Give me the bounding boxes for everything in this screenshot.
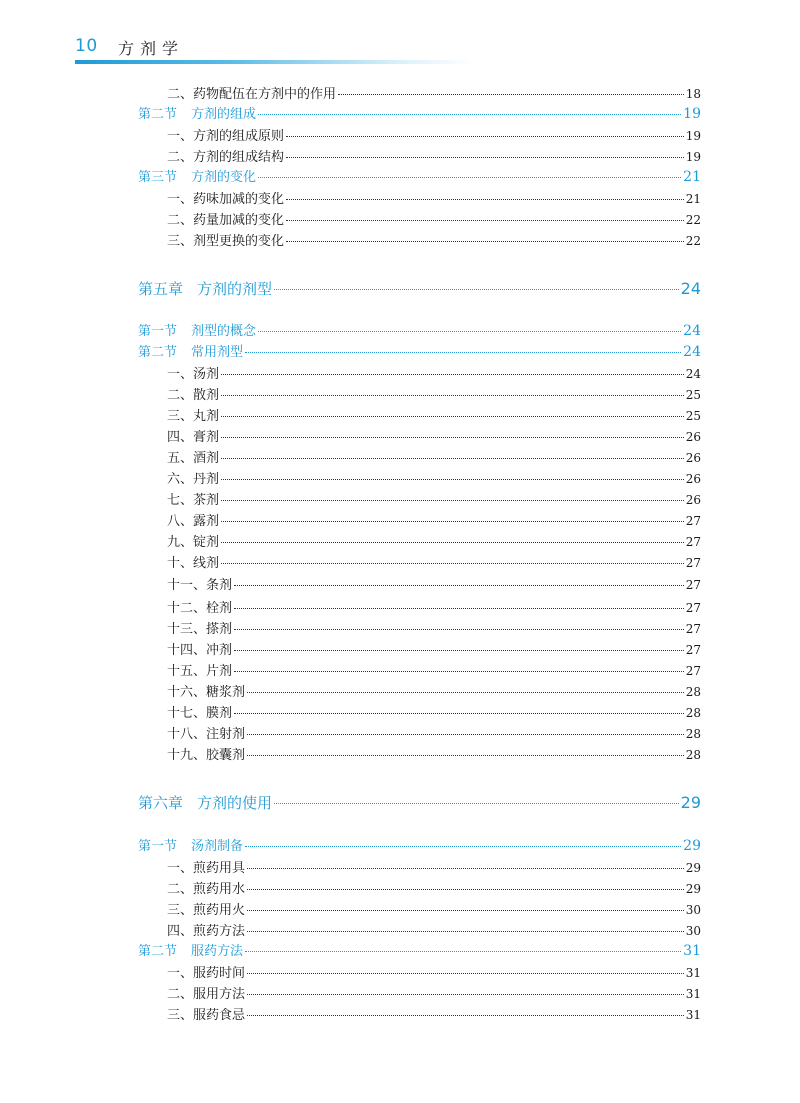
page-header [75,36,475,66]
dot-leader [234,584,684,586]
dot-leader [221,373,684,375]
toc-item-label: 三、煎药用火 [167,903,246,918]
dot-leader [221,436,684,438]
dot-leader [274,802,679,804]
dot-leader [234,670,684,672]
toc-section[interactable] [0,320,800,339]
toc-item-label: 六、丹剂 [167,472,220,487]
section-title: 常用剂型 [191,345,244,360]
toc-item-label: 四、膏剂 [167,430,220,445]
toc-item[interactable] [0,857,800,876]
dot-leader [338,93,684,95]
page-ref: 29 [683,838,701,854]
dot-leader [221,457,684,459]
toc-item-label: 十六、糖浆剂 [167,685,246,700]
toc-item[interactable] [0,510,800,529]
toc-item[interactable] [0,188,800,207]
header-rule [75,60,475,64]
page-ref: 24 [680,279,701,298]
section-title: 服药方法 [191,944,244,959]
toc-item[interactable] [0,639,800,658]
toc-item-label: 一、服药时间 [167,966,246,981]
page-ref: 21 [685,192,701,206]
page-ref: 25 [685,388,701,402]
toc-section[interactable] [0,341,800,360]
chapter-heading [138,792,272,813]
toc-item[interactable] [0,983,800,1002]
toc-item-label: 三、剂型更换的变化 [167,234,285,249]
toc-item[interactable] [0,744,800,763]
section-title: 方剂的组成 [191,107,257,122]
toc-chapter[interactable] [0,278,800,299]
page-ref: 18 [685,87,701,101]
toc-section[interactable] [0,940,800,959]
toc-item[interactable] [0,125,800,144]
toc-item-label: 十七、膜剂 [167,706,233,721]
dot-leader [221,415,684,417]
page-ref: 24 [683,344,701,360]
toc-item-label: 二、服用方法 [167,987,246,1002]
toc-item[interactable] [0,447,800,466]
dot-leader [221,499,684,501]
page-ref: 29 [685,882,701,896]
page-ref: 27 [685,664,701,678]
toc-item[interactable] [0,83,800,102]
page-ref: 24 [685,367,701,381]
page-ref: 19 [683,106,701,122]
toc-item[interactable] [0,209,800,228]
toc-item[interactable] [0,531,800,550]
dot-leader [245,351,681,353]
toc-item-label: 二、方剂的组成结构 [167,150,285,165]
toc-item[interactable] [0,552,800,571]
section-number: 第二节 [138,944,178,959]
dot-leader [221,520,684,522]
toc-item[interactable] [0,702,800,721]
dot-leader [234,712,684,714]
page-ref: 27 [685,535,701,549]
toc-item-label: 九、锭剂 [167,535,220,550]
section-number: 第二节 [138,345,178,360]
toc-item[interactable] [0,146,800,165]
toc-section[interactable] [0,835,800,854]
page-ref: 30 [685,924,701,938]
page-ref: 27 [685,643,701,657]
toc-item-label: 八、露剂 [167,514,220,529]
dot-leader [221,562,684,564]
page-ref: 25 [685,409,701,423]
toc-item-label: 二、药物配伍在方剂中的作用 [167,87,337,102]
toc-item-label: 一、药味加减的变化 [167,192,285,207]
toc-item-label: 一、煎药用具 [167,861,246,876]
toc-item[interactable] [0,489,800,508]
page-ref: 27 [685,514,701,528]
chapter-number: 第六章 [138,794,184,812]
dot-leader [221,541,684,543]
dot-leader [245,845,681,847]
toc-item-label: 三、服药食忌 [167,1008,246,1023]
section-number: 第二节 [138,107,178,122]
toc-item[interactable] [0,363,800,382]
page-ref: 19 [685,150,701,164]
dot-leader [258,113,681,115]
page-ref: 30 [685,903,701,917]
dot-leader [247,972,684,974]
toc-item[interactable] [0,1004,800,1023]
page-ref: 26 [685,493,701,507]
toc-item-label: 十三、搽剂 [167,622,233,637]
dot-leader [274,288,679,290]
toc-item[interactable] [0,920,800,939]
toc-item-label: 二、煎药用水 [167,882,246,897]
chapter-heading [138,278,272,299]
page-ref: 22 [685,234,701,248]
dot-leader [234,628,684,630]
page-ref: 26 [685,451,701,465]
toc-item-label: 一、汤剂 [167,367,220,382]
dot-leader [247,909,684,911]
page-ref: 27 [685,622,701,636]
toc-item[interactable] [0,618,800,637]
toc-item-label: 三、丸剂 [167,409,220,424]
chapter-title: 方剂的使用 [197,794,273,812]
dot-leader [247,691,684,693]
dot-leader [247,733,684,735]
toc-item-label: 十四、冲剂 [167,643,233,658]
page-ref: 31 [685,966,701,980]
page-ref: 28 [685,727,701,741]
dot-leader [258,330,681,332]
toc-item[interactable] [0,426,800,445]
dot-leader [221,394,684,396]
toc-item[interactable] [0,878,800,897]
toc-item-label: 十八、注射剂 [167,727,246,742]
dot-leader [286,240,684,242]
toc-item[interactable] [0,597,800,616]
dot-leader [286,135,684,137]
page-number: 10 [75,36,98,56]
page-ref: 27 [685,578,701,592]
page-ref: 24 [683,323,701,339]
toc-item[interactable] [0,899,800,918]
toc-item[interactable] [0,230,800,249]
toc-item-label: 二、药量加减的变化 [167,213,285,228]
dot-leader [221,478,684,480]
toc-section[interactable] [0,166,800,185]
section-heading [138,940,243,959]
dot-leader [258,176,681,178]
section-title: 剂型的概念 [191,324,257,339]
page-ref: 28 [685,685,701,699]
section-title: 方剂的变化 [191,170,257,185]
section-number: 第一节 [138,839,178,854]
toc-item-label: 十、线剂 [167,556,220,571]
page-ref: 19 [685,129,701,143]
chapter-number: 第五章 [138,280,184,298]
toc-section[interactable] [0,103,800,122]
toc-item[interactable] [0,574,800,593]
section-heading [138,103,256,122]
toc-item-label: 十一、条剂 [167,578,233,593]
dot-leader [247,867,684,869]
dot-leader [234,649,684,651]
dot-leader [286,219,684,221]
dot-leader [234,607,684,609]
page-ref: 26 [685,472,701,486]
page-ref: 27 [685,601,701,615]
dot-leader [245,950,681,952]
section-heading [138,341,243,360]
page-ref: 26 [685,430,701,444]
dot-leader [286,156,684,158]
page-ref: 27 [685,556,701,570]
dot-leader [247,1014,684,1016]
book-title: 方剂学 [118,39,185,58]
section-heading [138,320,256,339]
dot-leader [247,993,684,995]
page-ref: 22 [685,213,701,227]
toc-chapter[interactable] [0,792,800,813]
section-number: 第三节 [138,170,178,185]
toc-item-label: 二、散剂 [167,388,220,403]
toc-item-label: 十二、栓剂 [167,601,233,616]
page-ref: 31 [685,987,701,1001]
toc-item-label: 一、方剂的组成原则 [167,129,285,144]
page-ref: 28 [685,706,701,720]
toc-item[interactable] [0,660,800,679]
dot-leader [247,930,684,932]
toc-item[interactable] [0,405,800,424]
dot-leader [247,888,684,890]
page-ref: 29 [680,793,701,812]
dot-leader [247,754,684,756]
page-ref: 21 [683,169,701,185]
dot-leader [286,198,684,200]
page-ref: 31 [683,943,701,959]
page-ref: 29 [685,861,701,875]
toc-item[interactable] [0,384,800,403]
toc-item[interactable] [0,468,800,487]
chapter-title: 方剂的剂型 [197,280,273,298]
toc-item[interactable] [0,962,800,981]
toc-item-label: 十九、胶囊剂 [167,748,246,763]
section-heading [138,166,256,185]
section-number: 第一节 [138,324,178,339]
toc-item-label: 四、煎药方法 [167,924,246,939]
toc-item-label: 七、茶剂 [167,493,220,508]
toc-item-label: 十五、片剂 [167,664,233,679]
page-ref: 31 [685,1008,701,1022]
toc-item[interactable] [0,723,800,742]
toc-item[interactable] [0,681,800,700]
page-ref: 28 [685,748,701,762]
toc-item-label: 五、酒剂 [167,451,220,466]
section-title: 汤剂制备 [191,839,244,854]
section-heading [138,835,243,854]
